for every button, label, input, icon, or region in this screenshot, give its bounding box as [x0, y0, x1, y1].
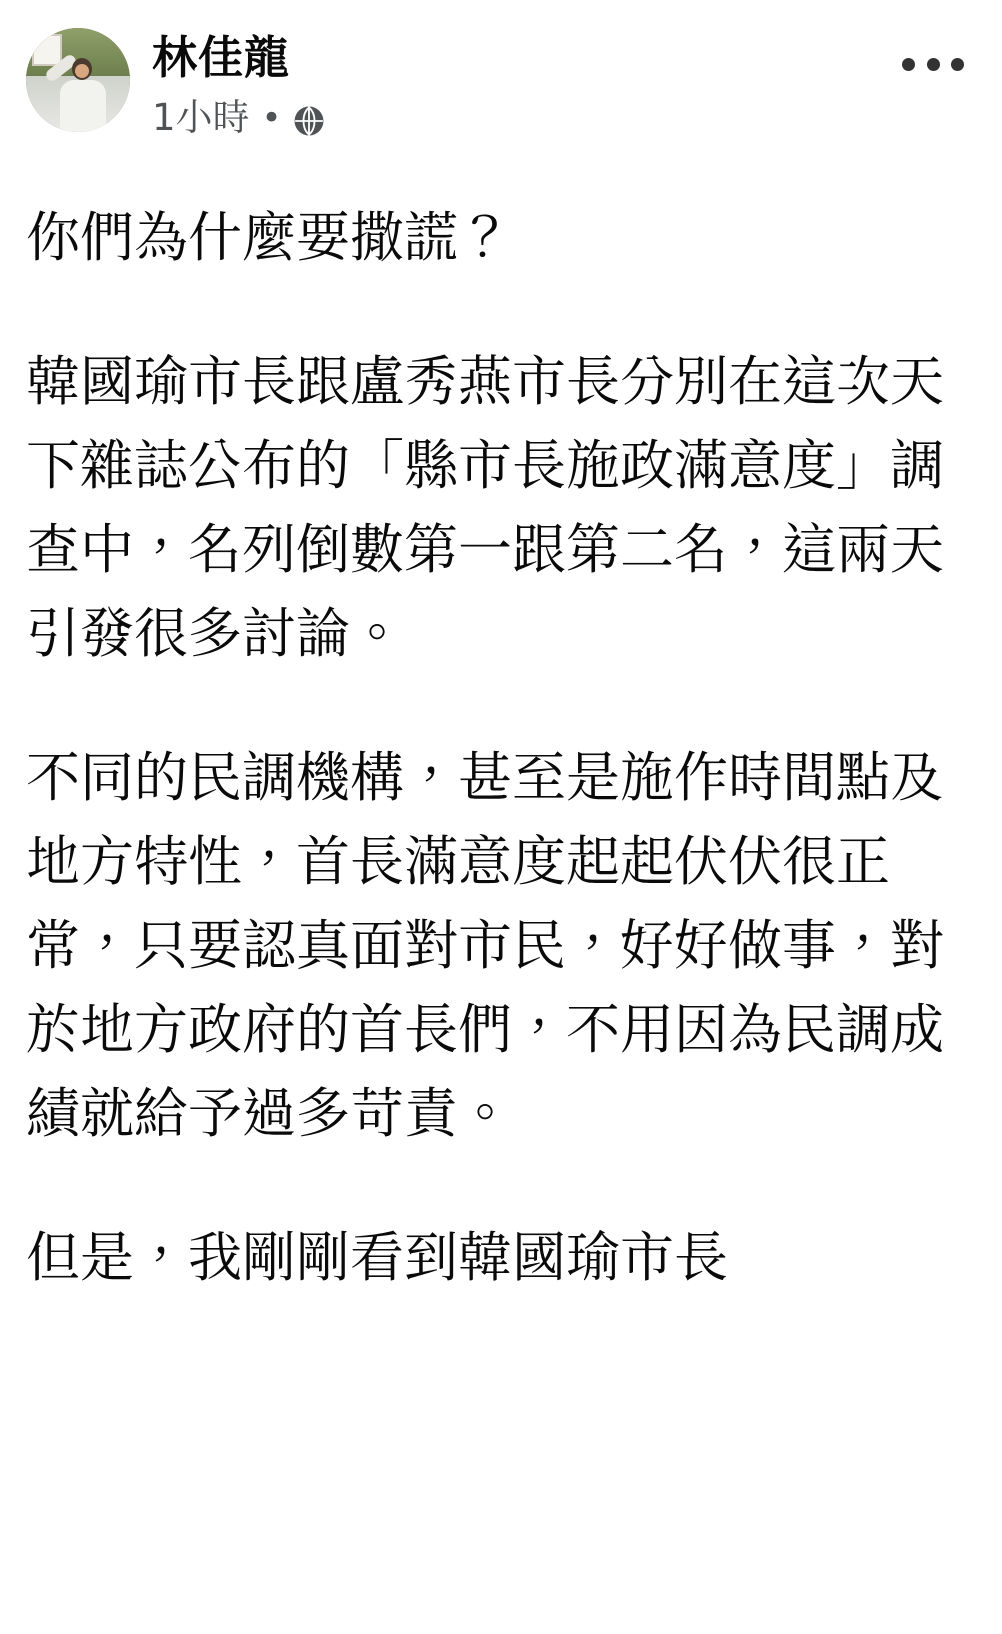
post-header-text: [152, 22, 326, 140]
post-paragraph: 韓國瑜市長跟盧秀燕市長分別在這次天下雜誌公布的「縣市長施政滿意度」調查中，名列倒數第一跟第二名，這兩天引發很多討論。: [26, 350, 944, 665]
author-name[interactable]: 林佳龍: [152, 31, 291, 84]
more-options-dot-3: [951, 58, 964, 71]
post-paragraph: 不同的民調機構，甚至是施作時間點及地方特性，首長滿意度起起伏伏很正常，只要認真面對市民，好好做事，對於地方政府的首長們，不用因為民調成績就給予過多苛責。: [26, 746, 944, 1145]
post-body: [26, 196, 976, 1300]
more-options-dot-1: [902, 58, 915, 71]
avatar-person-face: [75, 64, 89, 78]
avatar[interactable]: [26, 28, 130, 132]
post-meta: [152, 96, 326, 140]
post-paragraph: 但是，我剛剛看到韓國瑜市長: [26, 1226, 728, 1289]
more-options-icon[interactable]: [898, 44, 968, 84]
globe-icon[interactable]: [292, 104, 326, 138]
avatar-person-body: [60, 80, 106, 132]
avatar-sign: [32, 34, 62, 66]
post-timestamp[interactable]: 1小時: [152, 96, 250, 139]
more-options-dot-2: [927, 58, 940, 71]
meta-separator: •: [261, 98, 282, 138]
post-paragraph: 你們為什麼要撒謊？: [26, 206, 512, 269]
post-header: [26, 22, 976, 152]
